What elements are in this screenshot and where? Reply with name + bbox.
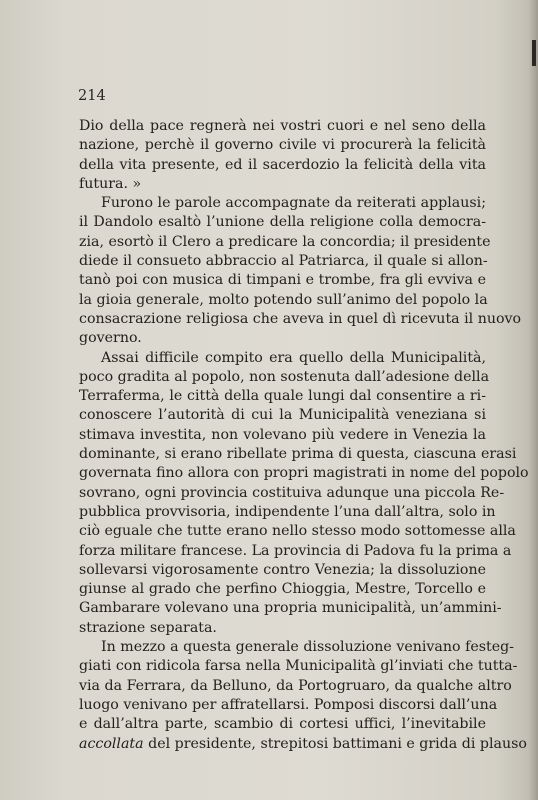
- text-line-content: Dio della pace regnerà nei vostri cuori e nel seno della: [79, 118, 486, 134]
- text-line: [79, 291, 486, 310]
- text-line-content: conoscere l’autorità di cui la Municipalità veneziana si: [79, 407, 486, 424]
- text-line: [79, 503, 496, 522]
- text-line-content: futura. »: [79, 175, 142, 192]
- text-line: [79, 368, 490, 387]
- text-line-content: diede il consueto abbraccio al Patriarca, il quale si allon-: [79, 253, 488, 270]
- text-line: [79, 484, 505, 503]
- text-line-content: nazione, perchè il governo civile vi procurerà la felicità: [79, 137, 486, 154]
- text-line: [79, 213, 486, 232]
- text-line: [79, 194, 486, 213]
- text-line: [79, 619, 486, 638]
- text-line-content: In mezzo a questa generale dissoluzione venivano festeg-: [101, 639, 514, 656]
- text-line-content: forza militare francese. La provincia di Padova fu la prima a: [79, 542, 512, 559]
- text-line: [79, 657, 518, 676]
- text-line: [79, 349, 486, 368]
- page-number: 214: [78, 88, 106, 104]
- text-line-content: pubblica provvisoria, indipendente l’una dall’altra, solo in: [79, 503, 496, 520]
- text-line-content: luogo venivano per affratellarsi. Pomposi discorsi dall’una: [79, 696, 498, 713]
- italic-word: accollata: [79, 735, 144, 752]
- text-line-content: zia, esortò il Clero a predicare la concordia; il presidente: [79, 233, 491, 250]
- text-line: [79, 561, 486, 580]
- text-line-content: governo.: [79, 330, 142, 347]
- body-text: [79, 117, 529, 754]
- text-line: [79, 677, 512, 696]
- text-line-content: consacrazione religiosa che aveva in quel dì ricevuta il nuovo: [79, 310, 522, 327]
- text-line: [79, 696, 498, 715]
- text-line-content: giunse al grado che perfino Chioggia, Mestre, Torcello e: [79, 581, 486, 598]
- text-line: [79, 117, 486, 136]
- text-line-content: stimava investita, non volevano più vedere in Venezia la: [79, 426, 486, 443]
- text-line-content: Assai difficile compito era quello della Municipalità,: [101, 349, 486, 366]
- text-line: [79, 735, 527, 754]
- text-line-content: Furono le parole accompagnate da reiterati applausi;: [101, 195, 486, 212]
- edge-mark: [532, 40, 536, 66]
- text-line: [79, 271, 486, 290]
- text-line: [79, 599, 502, 618]
- text-line-content: strazione separata.: [79, 619, 217, 636]
- text-line-content: Gambarare volevano una propria municipalità, un’ammini-: [79, 600, 502, 617]
- text-line-content: del presidente, strepitosi battimani e grida di plauso: [148, 735, 527, 752]
- text-line-content: sovrano, ogni provincia costituiva adunque una piccola Re-: [79, 484, 505, 501]
- text-line: [79, 406, 486, 425]
- text-line: [79, 387, 486, 406]
- text-line-content: via da Ferrara, da Belluno, da Portogruaro, da qualche altro: [79, 677, 512, 694]
- text-line: [79, 715, 486, 734]
- text-line-content: e dall’altra parte, scambio di cortesi uffici, l’inevitabile: [79, 716, 486, 733]
- text-line-content: tanò poi con musica di timpani e trombe, fra gli evviva e: [79, 272, 486, 289]
- text-line-content: sollevarsi vigorosamente contro Venezia; la dissoluzione: [79, 561, 486, 578]
- text-line-content: ciò eguale che tutte erano nello stesso modo sottomesse alla: [79, 523, 516, 540]
- text-line: [79, 580, 486, 599]
- text-line: [79, 233, 491, 252]
- text-line-content: dominante, si erano ribellate prima di questa, ciascuna erasi: [79, 446, 517, 463]
- text-line-content: governata fino allora con propri magistrati in nome del popolo: [79, 465, 529, 482]
- text-line-content: Terraferma, le città della quale lungi dal consentire a ri-: [79, 388, 486, 405]
- text-line-content: giati con ridicola farsa nella Municipalità gl’inviati che tutta-: [79, 658, 518, 675]
- text-line: [79, 445, 517, 464]
- page-edge: [528, 0, 538, 800]
- text-line: [79, 638, 514, 657]
- text-line-content: la gioia generale, molto potendo sull’animo del popolo la: [79, 291, 488, 308]
- text-line: [79, 522, 516, 541]
- text-line-content: il Dandolo esaltò l’unione della religione colla democra-: [79, 214, 486, 231]
- text-line: [79, 156, 486, 175]
- text-line-content: della vita presente, ed il sacerdozio la felicità della vita: [79, 156, 486, 173]
- text-line: [79, 329, 486, 348]
- text-line: [79, 136, 486, 155]
- text-line: [79, 252, 486, 271]
- text-line: [79, 175, 486, 194]
- text-line: [79, 310, 522, 329]
- text-line: [79, 542, 512, 561]
- text-line-content: poco gradita al popolo, non sostenuta dall’adesione della: [79, 368, 490, 385]
- text-line: [79, 464, 529, 483]
- text-line: [79, 426, 486, 445]
